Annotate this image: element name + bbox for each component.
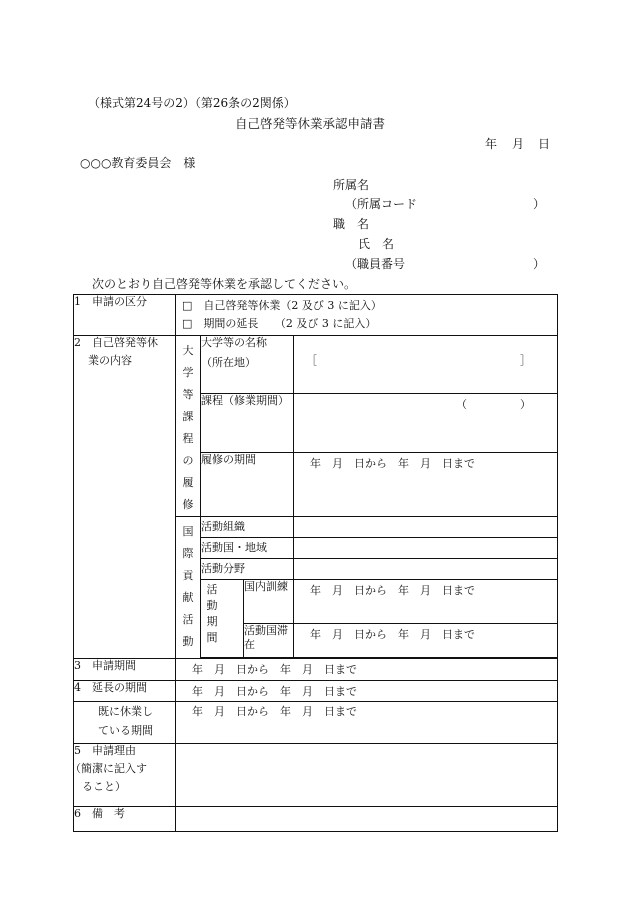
study-period-field[interactable]: 年 月 日から 年 月 日まで <box>294 453 558 517</box>
row-remarks <box>74 807 558 832</box>
application-type-label: 1 申請の区分 <box>74 295 176 336</box>
country-field[interactable] <box>294 538 558 559</box>
intro-text: 次のとおり自己啓発等休業を承認してください。 <box>92 277 357 291</box>
extension-period-field[interactable]: 年 月 日から 年 月 日まで <box>176 681 558 702</box>
application-period-field[interactable]: 年 月 日から 年 月 日まで <box>176 659 558 681</box>
reason-label-line3: ること） <box>82 779 126 793</box>
position-label: 職 名 <box>333 217 370 231</box>
study-period-label: 履修の期間 <box>201 453 294 517</box>
reason-label-line1: 5 申請理由 <box>74 744 136 757</box>
row-extension-period <box>74 681 558 702</box>
already-leave-field[interactable]: 年 月 日から 年 月 日まで <box>176 702 558 744</box>
name-label: 氏 名 <box>358 237 395 251</box>
application-period-label: 3 申請期間 <box>74 659 176 681</box>
university-vertical-label <box>176 336 201 517</box>
already-leave-line1: 既に休業し <box>98 705 153 718</box>
staff-number-label: （職員番号 <box>345 257 406 271</box>
field-field[interactable] <box>294 559 558 580</box>
row-content <box>74 336 558 394</box>
content-label-line2: 業の内容 <box>88 353 132 367</box>
activity-period-vertical-text: 活動期間 <box>206 583 218 644</box>
stay-abroad-label: 活動国滞在 <box>244 624 294 658</box>
organization-label: 活動組織 <box>201 517 294 538</box>
university-location-line: （所在地） <box>201 355 256 369</box>
international-vertical-text: 国際貢献活動 <box>182 525 194 648</box>
application-form-table <box>70 294 558 832</box>
already-leave-label <box>74 702 176 744</box>
affiliation-code-label: （所属コード <box>345 197 418 211</box>
domestic-training-label: 国内訓練 <box>244 580 294 624</box>
affiliation-code-close: ） <box>533 197 546 211</box>
reason-label <box>70 744 176 807</box>
content-label-line1: 2 自己啓発等休 <box>74 336 158 349</box>
bracket-open: ［ <box>306 354 317 367</box>
form-title: 自己啓発等休業承認申請書 <box>235 116 386 131</box>
university-name-field[interactable] <box>294 336 558 394</box>
remarks-label: 6 備 考 <box>74 807 176 832</box>
university-vertical-text: 大学等課程の履修 <box>182 344 194 511</box>
paren-open: （ <box>456 398 467 411</box>
country-label: 活動国・地域 <box>201 538 294 559</box>
row-application-type <box>74 295 558 315</box>
international-vertical-label <box>176 517 201 659</box>
activity-period-vertical-label <box>201 580 244 658</box>
extension-period-label: 4 延長の期間 <box>74 681 176 702</box>
field-label: 活動分野 <box>201 559 294 580</box>
date-day-label: 日 <box>538 137 551 151</box>
content-label <box>74 336 176 659</box>
already-leave-line2: ている期間 <box>98 723 153 737</box>
row-application-period <box>74 659 558 681</box>
remarks-field[interactable] <box>176 807 558 832</box>
affiliation-label: 所属名 <box>333 178 370 192</box>
university-name-label <box>201 336 294 394</box>
course-field[interactable] <box>294 394 558 453</box>
staff-number-close: ） <box>533 257 546 271</box>
university-name-line1: 大学等の名称 <box>201 336 267 349</box>
form-number: （様式第24号の2）（第26条の2関係） <box>88 96 296 110</box>
addressee: ○○○教育委員会 様 <box>80 156 196 170</box>
date-year-label: 年 <box>485 137 498 151</box>
paren-close: ） <box>520 398 531 411</box>
row-reason <box>74 744 558 807</box>
stay-abroad-field[interactable]: 年 月 日から 年 月 日まで <box>294 624 558 658</box>
organization-field[interactable] <box>294 517 558 538</box>
option-extension[interactable]: □ 期間の延長 （2 及び 3 に記入） <box>176 315 558 336</box>
option-self-development[interactable]: □ 自己啓発等休業（2 及び 3 に記入） <box>176 295 558 315</box>
reason-field[interactable] <box>176 744 558 807</box>
course-label: 課程（修業期間） <box>201 394 294 453</box>
domestic-training-field[interactable]: 年 月 日から 年 月 日まで <box>294 580 558 624</box>
bracket-close: ］ <box>520 354 531 367</box>
reason-label-line2: （簡潔に記入す <box>70 761 147 775</box>
date-month-label: 月 <box>512 137 525 151</box>
